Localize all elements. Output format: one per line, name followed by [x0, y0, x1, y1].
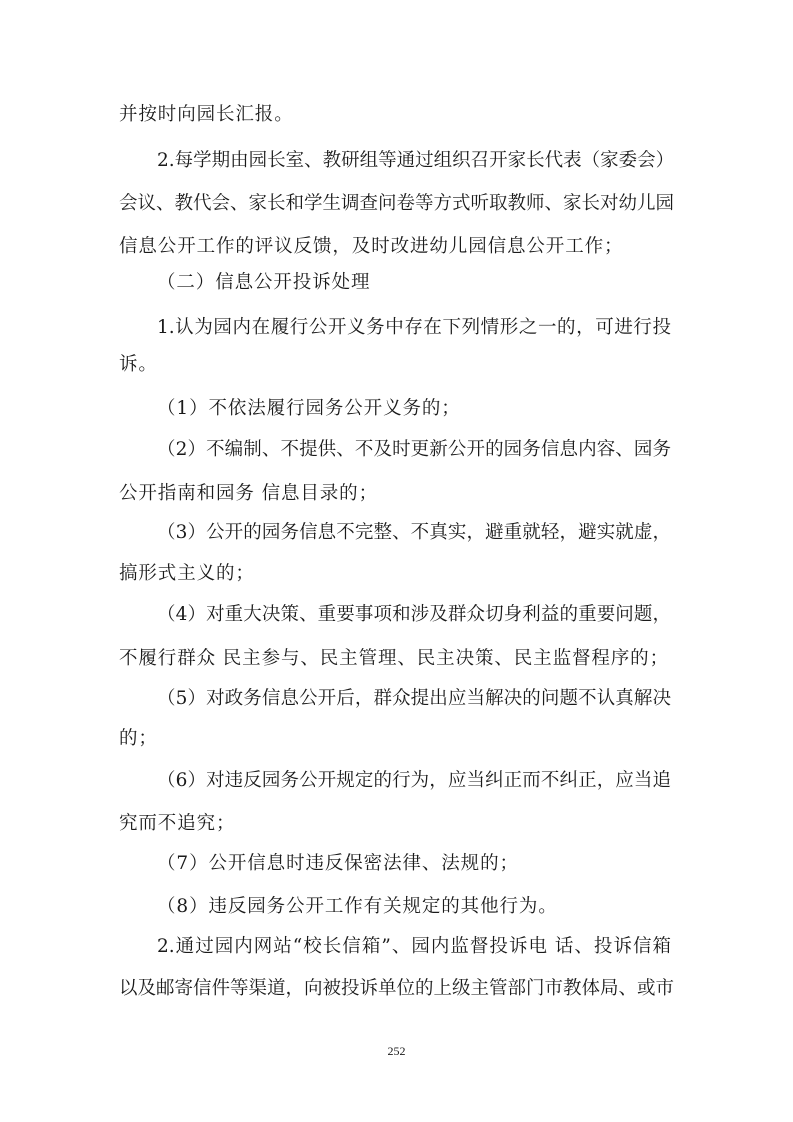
- paragraph-line-22: 以及邮寄信件等渠道，向被投诉单位的上级主管部门市教体局、或市: [119, 978, 675, 999]
- list-item-3-line-2: 搞形式主义的；: [119, 563, 255, 584]
- paragraph-line-6: 1.认为园内在履行公开义务中存在下列情形之一的，可进行投: [157, 317, 671, 338]
- list-item-6-line-2: 究而不追究；: [119, 813, 236, 834]
- paragraph-line-21: 2.通过园内网站“校长信箱”、园内监督投诉电 话、投诉信箱: [157, 936, 671, 957]
- list-item-4-line-1: （4）对重大决策、重要事项和涉及群众切身利益的重要问题，: [157, 604, 671, 625]
- paragraph-line-3: 会议、教代会、家长和学生调查问卷等方式听取教师、家长对幼儿园: [119, 193, 675, 214]
- list-item-1: （1）不依法履行园务公开义务的；: [157, 398, 461, 419]
- paragraph-line-4: 信息公开工作的评议反馈，及时改进幼儿园信息公开工作；: [119, 236, 624, 257]
- list-item-8: （8）违反园务公开工作有关规定的其他行为。: [157, 896, 558, 917]
- list-item-6-line-1: （6）对违反园务公开规定的行为，应当纠正而不纠正，应当追: [157, 770, 671, 791]
- paragraph-line-2: 2.每学期由园长室、教研组等通过组织召开家长代表（家委会）: [157, 150, 675, 171]
- section-heading: （二）信息公开投诉处理: [157, 272, 371, 293]
- list-item-2-line-2: 公开指南和园务 信息目录的；: [119, 483, 378, 504]
- list-item-4-line-2: 不履行群众 民主参与、民主管理、民主决策、民主监督程序的；: [119, 648, 669, 669]
- page-number: 252: [387, 1044, 406, 1058]
- list-item-3-line-1: （3）公开的园务信息不完整、不真实，避重就轻，避实就虚，: [157, 522, 671, 543]
- list-item-5-line-1: （5）对政务信息公开后，群众提出应当解决的问题不认真解决: [157, 688, 671, 709]
- list-item-7: （7）公开信息时违反保密法律、法规的；: [157, 853, 519, 874]
- paragraph-line-1: 并按时向园长汇报。: [119, 104, 294, 125]
- paragraph-line-7: 诉。: [119, 354, 158, 375]
- list-item-5-line-2: 的；: [119, 728, 158, 749]
- list-item-2-line-1: （2）不编制、不提供、不及时更新公开的园务信息内容、园务: [157, 439, 671, 460]
